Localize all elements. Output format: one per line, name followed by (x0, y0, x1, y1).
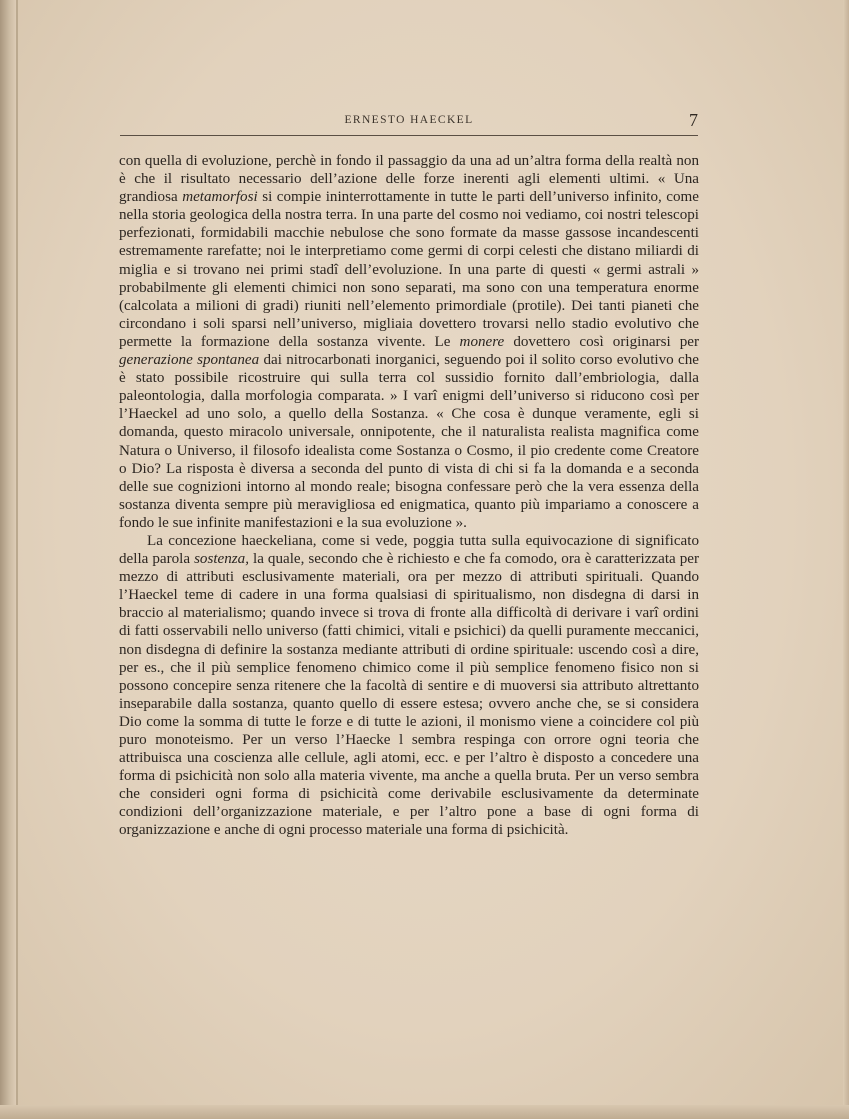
page-right-edge (843, 0, 849, 1119)
spine-fold-line (16, 0, 18, 1119)
italic-text-run: metamorfosi (182, 189, 258, 206)
page-number: 7 (689, 110, 698, 130)
header-rule (120, 135, 698, 136)
text-run: si compie ininterrottamente in tutte le parti dell’universo infinito, come nella storia geologica della nostra terra. In una parte del cosmo noi vediamo, coi nostri telescopi perfezionati, formidabili macchie nebulose che sono formate da masse gassose incandescenti estremamente rarefatte; noi le interpretiamo come germi di corpi celesti che distano miliardi di miglia e si trovano nei primi stadî dell’evoluzione. In una parte di questi « germi astrali » probabilmente gli elementi chimici non sono separati, ma sono con una temperatura enorme (calcolata a milioni di gradi) riuniti nell’elemento primordiale (protile). Dei tanti pianeti che circondano i soli sparsi nell’universo, migliaia dovettero trovarsi nello stadio evolutivo che permette la formazione della sostanza vivente. Le (119, 189, 699, 350)
italic-text-run: sostenza, (194, 551, 249, 568)
text-run: La concezione haeckeliana, come si vede, poggia tutta sulla equivocazione di significato della parola (119, 532, 699, 568)
italic-text-run: generazione spontanea (119, 352, 260, 369)
text-run: la quale, secondo che è richiesto e che fa comodo, ora è caratterizzata per mezzo di attributi esclusivamente materiali, ora per mezzo di attributi spirituali. Quando l’Haeckel teme di cadere in una forma qualsiasi di spiritualismo, non disdegna di darsi in braccio al materialismo; quando invece si trova di fronte alla difficoltà di derivare i varî ordini di fatti osservabili nello universo (fatti chimici, vitali e psichici) da quelli puramente meccanici, non disdegna di definire la sostanza mediante attributi di ordine spirituale: uscendo così a dire, per es., che il più semplice fenomeno chimico come il più semplice fenomeno fisico non si possono concepire senza ritenere che la facoltà di sentire e di muoversi sia attributo altrettanto inseparabile dalla sostanza, quanto quello di essere estesa; ovvero anche che, se si considera Dio come la somma di tutte le forze e di tutte le azioni, il monismo viene a coincidere col più puro monoteismo. Per un verso l’Haecke l sembra respinga con orrore ogni teoria che attribuisca una coscienza alle cellule, agli atomi, ecc. e per l’altro è disposto a concedere una forma di psichicità non solo alla materia vivente, ma anche a quella bruta. Per un verso sembra che consideri ogni forma di psichicità come derivabile esclusivamente da determinate condizioni dell’organizzazione materiale, e per l’altro pone a base di ogni forma di organizzazione e anche di ogni processo materiale una forma di psichicità. (119, 551, 699, 839)
paragraph-1 (119, 152, 699, 532)
running-head (120, 110, 698, 134)
body-text (119, 152, 699, 840)
page-bottom-edge (0, 1105, 849, 1119)
paragraph-2 (119, 532, 699, 840)
running-head-author: ERNESTO HAECKEL (344, 114, 474, 126)
text-run: dai nitrocarbonati inorganici, seguendo poi il solito corso evolutivo che è stato possibile ricostruire qui sulla terra col sussidio fornito dall’embriologia, dalla paleontologia, dalla morfologia comparata. » I varî enigmi dell’universo si riducono così per l’Haeckel ad uno solo, a quello della Sostanza. « Che cosa è dunque veramente, egli si domanda, questo miracolo universale, onnipotente, che il naturalista realista magnifica come Natura o Universo, il filosofo idealista come Sostanza o Cosmo, il pio credente come Creatore o Dio? La risposta è diversa a seconda del punto di vista di chi si fa la domanda e a seconda delle sue cognizioni intorno al mondo reale; bisogna confessare però che la vera essenza della sostanza diventa sempre più meravigliosa ed enigmatica, quanto più impariamo a conoscere a fondo le sue infinite manifestazioni e la sua evoluzione ». (119, 352, 699, 531)
text-run: dovettero così originarsi per (504, 333, 700, 350)
italic-text-run: monere (459, 333, 505, 350)
text-run: con quella di evoluzione, perchè in fondo il passaggio da una ad un’altra forma della realtà non è che il risultato necessario dell’azione delle forze inerenti agli elementi ultimi. « Una grandiosa (119, 153, 699, 206)
page-spine (0, 0, 16, 1119)
